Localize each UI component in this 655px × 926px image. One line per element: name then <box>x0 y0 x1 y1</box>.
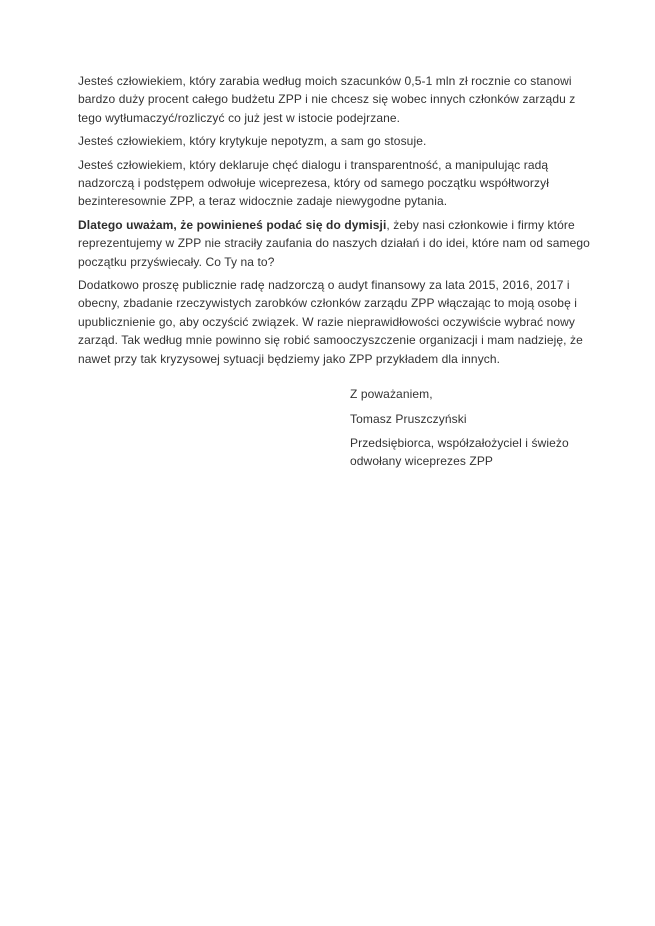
signature-name: Tomasz Pruszczyński <box>350 411 467 426</box>
letter-body <box>78 72 590 477</box>
paragraph-nepotism: Jesteś człowiekiem, który krytykuje nepotyzm, a sam go stosuje. <box>78 134 427 149</box>
paragraph-salary-accusation: Jesteś człowiekiem, który zarabia według moich szacunków 0,5-1 mln zł rocznie co stanowi bardzo duży procent całego budżetu ZPP i nie chcesz się wobec innych członków zarządu z tego wytłumaczyć/rozliczyć co już jest w istocie podejrzane. <box>78 74 576 125</box>
paragraph-dialogue-transparency: Jesteś człowiekiem, który deklaruje chęć dialogu i transparentność, a manipulując radą nadzorczą i podstępem odwołuje wiceprezesa, który od samego początku współtworzył bezinteresownie ZPP, a teraz widocznie zadaje niewygodne pytania. <box>78 157 549 209</box>
signature-block <box>350 385 592 471</box>
paragraph-resignation-demand <box>78 216 590 271</box>
paragraph-audit-request: Dodatkowo proszę publicznie radę nadzorczą o audyt finansowy za lata 2015, 2016, 2017 i obecny, zbadanie rzeczywistych zarobków członków zarządu ZPP włączając to moją osobę i upublicznienie go, aby oczyścić związek. W razie nieprawidłowości oczywiście wybrać nowy zarząd. Tak według mnie powinno się robić samooczyszczenie organizacji i mam nadzieję, że nawet przy tak kryzysowej sytuacji będziemy jako ZPP przykładem dla innych. <box>78 278 583 366</box>
signature-closing: Z poważaniem, <box>350 387 433 402</box>
resignation-bold-lead: Dlatego uważam, że powinieneś podać się do dymisji <box>78 217 387 232</box>
signature-role: Przedsiębiorca, współzałożyciel i świeżo odwołany wiceprezes ZPP <box>350 435 569 469</box>
resignation-rest: , żeby nasi członkowie i firmy które reprezentujemy w ZPP nie straciły zaufania do naszych działań i do idei, które nam od samego początku przyświecały. Co Ty na to? <box>78 217 590 269</box>
